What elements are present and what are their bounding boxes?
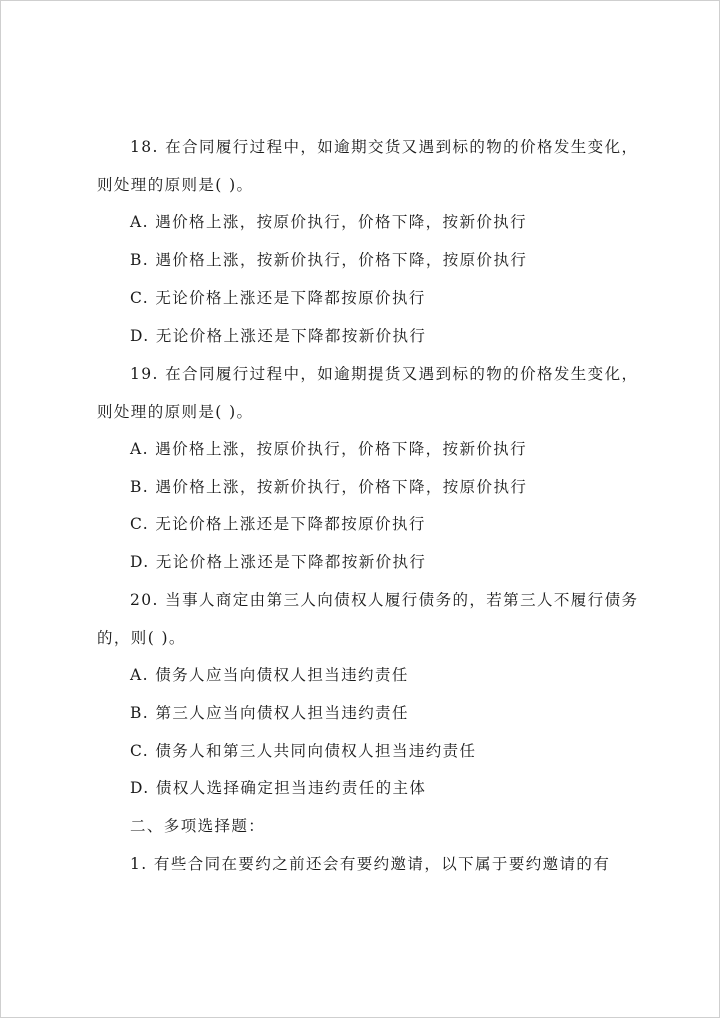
section-heading: 二、多项选择题： xyxy=(130,817,266,835)
question-20-option-a: A. 债务人应当向债权人担当违约责任 xyxy=(130,666,409,684)
multi-choice-question-1-stem: 1. 有些合同在要约之前还会有要约邀请，以下属于要约邀请的有 xyxy=(130,855,611,873)
question-19-option-c: C. 无论价格上涨还是下降都按原价执行 xyxy=(130,515,426,533)
question-18-option-c: C. 无论价格上涨还是下降都按原价执行 xyxy=(130,289,426,307)
question-20-option-b: B. 第三人应当向债权人担当违约责任 xyxy=(130,704,409,722)
question-19-stem-continued: 则处理的原则是( )。 xyxy=(97,403,254,421)
question-20-option-d: D. 债权人选择确定担当违约责任的主体 xyxy=(130,779,427,797)
question-20-option-c: C. 债务人和第三人共同向债权人担当违约责任 xyxy=(130,742,477,760)
question-18-option-a: A. 遇价格上涨，按原价执行，价格下降，按新价执行 xyxy=(130,213,528,231)
question-19-option-a: A. 遇价格上涨，按原价执行，价格下降，按新价执行 xyxy=(130,440,528,458)
question-18-option-b: B. 遇价格上涨，按新价执行，价格下降，按原价执行 xyxy=(130,251,528,269)
question-18-stem-continued: 则处理的原则是( )。 xyxy=(97,176,254,194)
question-19-stem: 19. 在合同履行过程中，如逾期提货又遇到标的物的价格发生变化， xyxy=(130,365,639,383)
question-18-stem: 18. 在合同履行过程中，如逾期交货又遇到标的物的价格发生变化， xyxy=(130,138,639,156)
question-19-option-d: D. 无论价格上涨还是下降都按新价执行 xyxy=(130,553,427,571)
question-18-option-d: D. 无论价格上涨还是下降都按新价执行 xyxy=(130,327,427,345)
question-19-option-b: B. 遇价格上涨，按新价执行，价格下降，按原价执行 xyxy=(130,478,528,496)
question-20-stem-continued: 的，则( )。 xyxy=(97,629,186,647)
question-20-stem: 20. 当事人商定由第三人向债权人履行债务的，若第三人不履行债务 xyxy=(130,591,639,609)
